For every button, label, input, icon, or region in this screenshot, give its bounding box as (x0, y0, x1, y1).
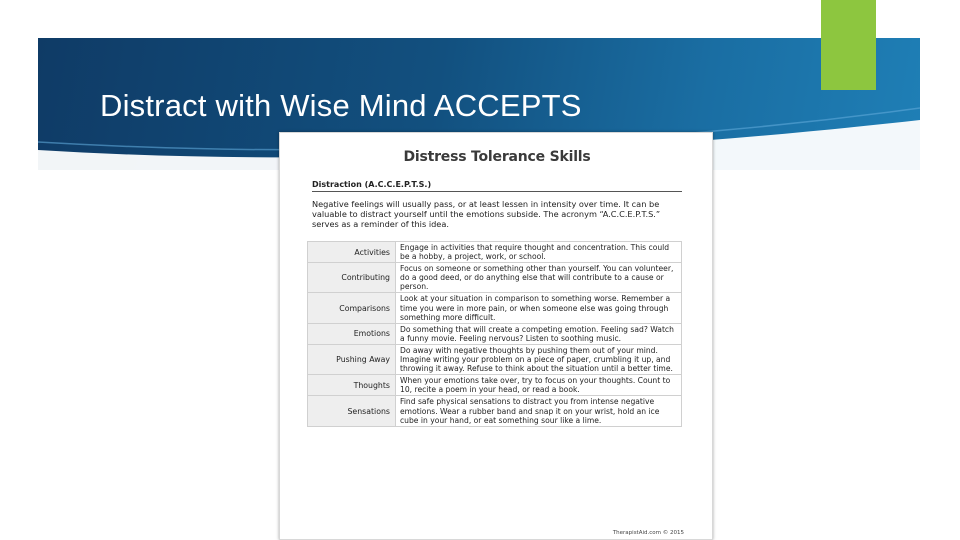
table-row (308, 323, 682, 344)
accepts-skills-table (307, 241, 682, 427)
skill-description: Engage in activities that require thought and concentration. This could be a hobby, a project, work, or school. (396, 242, 682, 263)
skill-description: When your emotions take over, try to focus on your thoughts. Count to 10, recite a poem in your head, or read a book. (396, 375, 682, 396)
table-row (308, 375, 682, 396)
table-row (308, 396, 682, 426)
skill-term: Sensations (308, 396, 396, 426)
table-row (308, 242, 682, 263)
skill-description: Focus on someone or something other than yourself. You can volunteer, do a good deed, or do anything else that will contribute to a cause or person. (396, 263, 682, 293)
skill-description: Look at your situation in comparison to something worse. Remember a time you were in more pain, or when someone else was going through something more difficult. (396, 293, 682, 323)
worksheet-footer-credit: TherapistAid.com © 2015 (612, 530, 684, 536)
accent-bar (821, 0, 876, 90)
table-row (308, 344, 682, 374)
worksheet-section-heading: Distraction (A.C.C.E.P.T.S.) (312, 180, 682, 192)
skill-term: Pushing Away (308, 344, 396, 374)
skill-term: Emotions (308, 323, 396, 344)
skill-description: Find safe physical sensations to distract you from intense negative emotions. Wear a rubber band and snap it on your wrist, hold an ice cube in your hand, or eat something sour like a lime. (396, 396, 682, 426)
skill-term: Comparisons (308, 293, 396, 323)
worksheet-image (279, 132, 713, 540)
skill-description: Do away with negative thoughts by pushing them out of your mind. Imagine writing your problem on a piece of paper, crumbling it up, and throwing it away. Refuse to think about the situation until a better time. (396, 344, 682, 374)
slide-title: Distract with Wise Mind ACCEPTS (100, 88, 582, 123)
worksheet-title: Distress Tolerance Skills (403, 149, 591, 165)
skill-term: Contributing (308, 263, 396, 293)
skill-term: Activities (308, 242, 396, 263)
worksheet-intro-text: Negative feelings will usually pass, or at least lessen in intensity over time. It can be valuable to distract yourself until the emotions subside. The acronym “A.C.C.E.P.T.S.” serves as a reminder of this idea. (312, 199, 661, 229)
skill-description: Do something that will create a competing emotion. Feeling sad? Watch a funny movie. Feeling nervous? Listen to soothing music. (396, 323, 682, 344)
table-row (308, 263, 682, 293)
skill-term: Thoughts (308, 375, 396, 396)
table-row (308, 293, 682, 323)
